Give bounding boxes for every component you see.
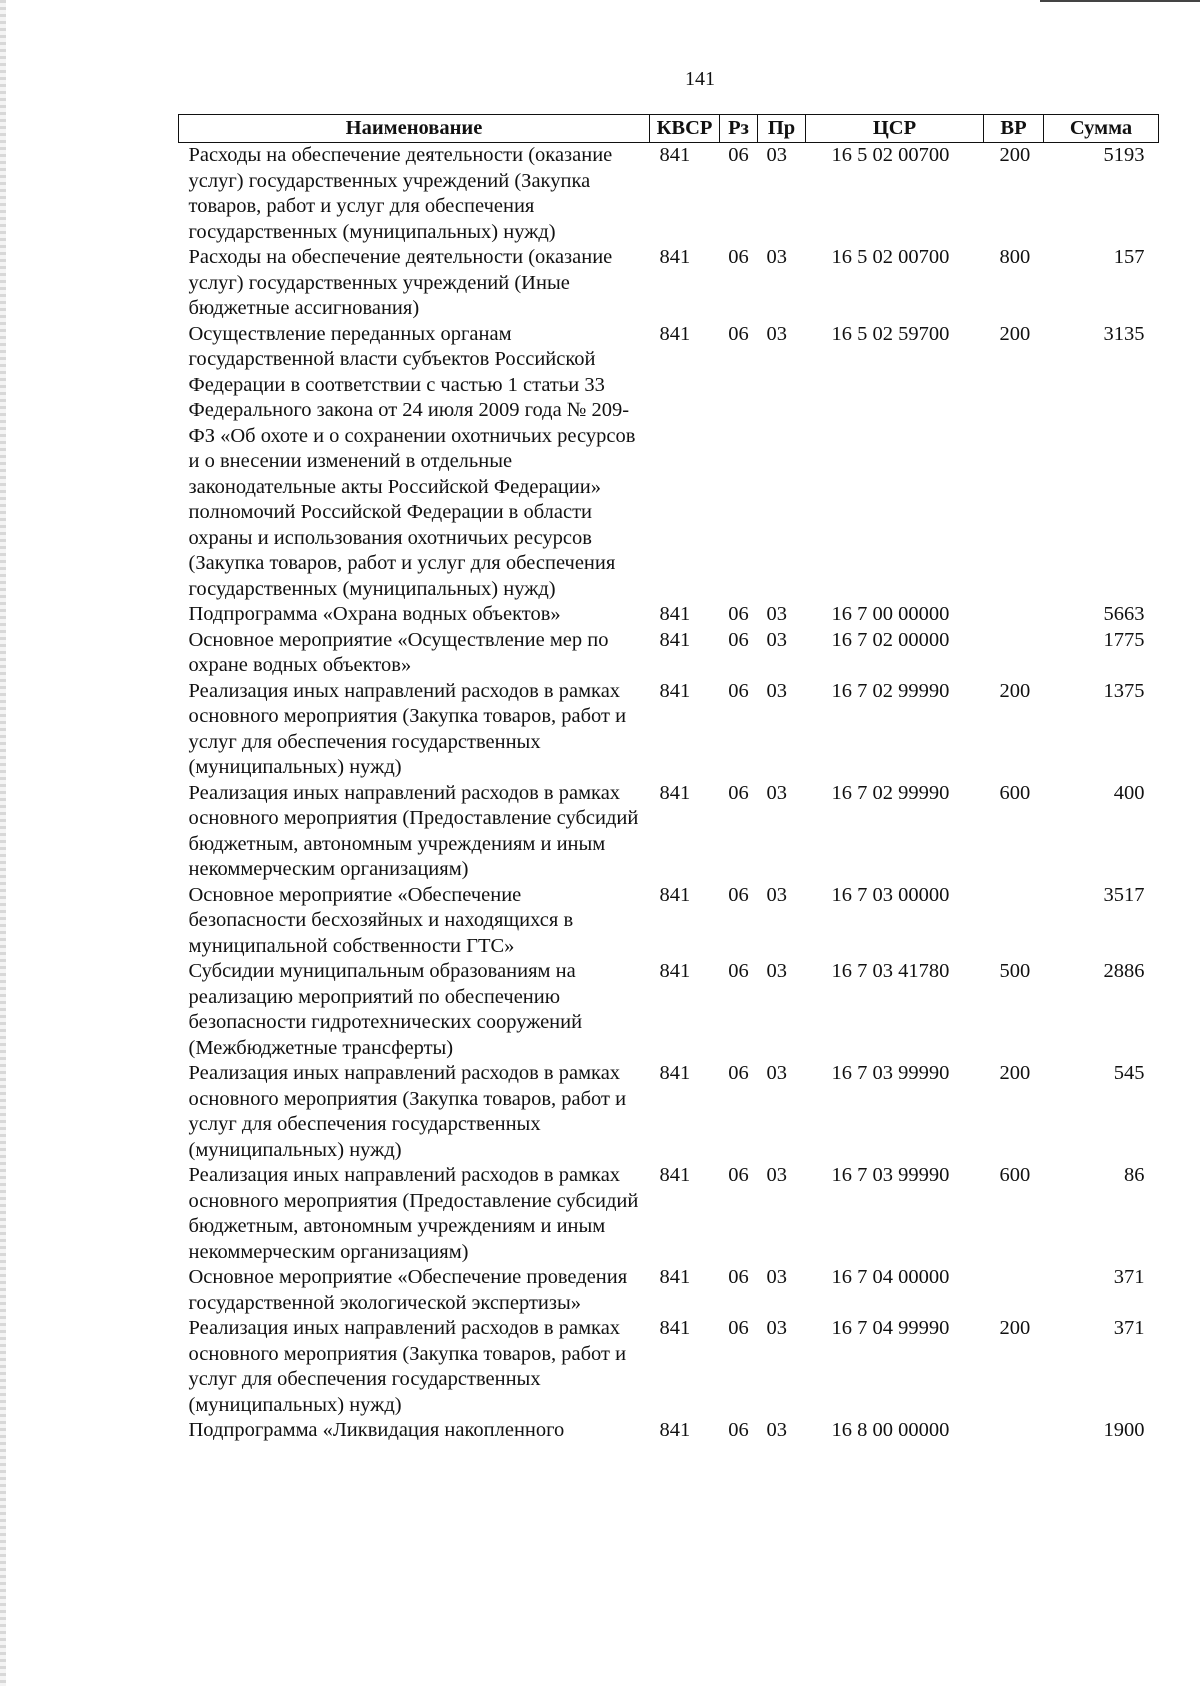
cell-name: Расходы на обеспечение деятельности (оказание услуг) государственных учреждений (Закупка товаров, работ и услуг для обеспечения государственных (муниципальных) нужд) <box>188 144 613 243</box>
cell-kvsr: 841 <box>659 960 691 982</box>
table-row <box>179 602 1159 628</box>
top-rule <box>1040 0 1200 2</box>
cell-csr: 16 8 00 00000 <box>831 1419 950 1441</box>
cell-sum: 5193 <box>1103 144 1145 166</box>
cell-sum: 5663 <box>1103 603 1145 625</box>
cell-pr: 03 <box>766 1419 787 1441</box>
cell-pr: 03 <box>766 1317 787 1339</box>
header-vr: ВР <box>984 115 1044 143</box>
cell-kvsr: 841 <box>659 628 691 651</box>
cell-sum: 1775 <box>1103 628 1145 651</box>
cell-rz: 06 <box>728 1317 749 1339</box>
cell-pr: 03 <box>766 628 787 651</box>
cell-pr: 03 <box>766 144 787 166</box>
cell-rz: 06 <box>728 1266 749 1288</box>
cell-csr: 16 7 00 00000 <box>831 603 950 625</box>
cell-vr: 200 <box>999 1062 1031 1084</box>
table-row <box>179 781 1159 883</box>
cell-name: Осуществление переданных органам государственной власти субъектов Российской Федерации в соответствии с частью 1 статьи 33 Федерального закона от 24 июля 2009 года № 209-ФЗ «Об охоте и о сохранении охотничьих ресурсов и о внесении изменений в отдельные законодательные акты Российской Федерации» полномочий Российской Федерации в области охраны и использования охотничьих ресурсов (Закупка товаров, работ и услуг для обеспечения государственных (муниципальных) нужд) <box>188 322 636 600</box>
cell-name: Субсидии муниципальным образованиям на реализацию мероприятий по обеспечению безопасности гидротехнических сооружений (Межбюджетные трансферты) <box>188 960 583 1059</box>
header-kvsr: КВСР <box>650 115 720 143</box>
cell-sum: 371 <box>1113 1266 1145 1288</box>
header-csr: ЦСР <box>806 115 984 143</box>
cell-vr: 200 <box>999 144 1031 166</box>
cell-sum: 2886 <box>1103 960 1145 982</box>
cell-sum: 400 <box>1113 781 1145 804</box>
cell-rz: 06 <box>728 246 749 268</box>
cell-sum: 371 <box>1113 1317 1145 1339</box>
page-number: 141 <box>685 68 715 90</box>
cell-vr: 200 <box>999 1317 1031 1339</box>
cell-vr <box>984 602 1044 628</box>
cell-sum: 545 <box>1113 1062 1145 1084</box>
cell-kvsr: 841 <box>659 1419 691 1441</box>
cell-rz: 06 <box>728 603 749 625</box>
table-row <box>179 883 1159 960</box>
cell-pr: 03 <box>766 603 787 625</box>
cell-pr: 03 <box>766 1062 787 1084</box>
budget-table <box>178 114 1159 1444</box>
cell-kvsr: 841 <box>659 603 691 625</box>
table-row <box>179 322 1159 603</box>
cell-pr: 03 <box>766 246 787 268</box>
cell-sum: 1900 <box>1103 1419 1145 1441</box>
cell-kvsr: 841 <box>659 246 691 268</box>
cell-rz: 06 <box>728 1419 749 1441</box>
cell-csr: 16 7 03 00000 <box>831 883 950 906</box>
cell-kvsr: 841 <box>659 679 691 702</box>
cell-vr: 600 <box>999 781 1031 804</box>
cell-name: Реализация иных направлений расходов в рамках основного мероприятия (Закупка товаров, работ и услуг для обеспечения государственных (муниципальных) нужд) <box>188 1062 627 1161</box>
table-row <box>179 1265 1159 1316</box>
cell-sum: 3517 <box>1103 883 1145 906</box>
cell-rz: 06 <box>728 679 749 702</box>
header-sum: Сумма <box>1044 115 1159 143</box>
cell-csr: 16 5 02 00700 <box>831 144 950 166</box>
cell-csr: 16 7 02 99990 <box>831 781 950 804</box>
cell-vr <box>984 883 1044 960</box>
cell-name: Подпрограмма «Ликвидация накопленного <box>188 1419 565 1441</box>
cell-name: Расходы на обеспечение деятельности (оказание услуг) государственных учреждений (Иные бюджетные ассигнования) <box>188 246 613 319</box>
cell-rz: 06 <box>728 628 749 651</box>
table-row <box>179 1163 1159 1265</box>
cell-csr: 16 7 03 99990 <box>831 1164 950 1186</box>
table-row <box>179 143 1159 246</box>
cell-name: Реализация иных направлений расходов в рамках основного мероприятия (Предоставление субсидий бюджетным, автономным учреждениям и иным некоммерческим организациям) <box>188 781 639 880</box>
cell-name: Подпрограмма «Охрана водных объектов» <box>188 603 561 625</box>
cell-kvsr: 841 <box>659 883 691 906</box>
cell-name: Реализация иных направлений расходов в рамках основного мероприятия (Предоставление субсидий бюджетным, автономным учреждениям и иным некоммерческим организациям) <box>188 1164 639 1263</box>
table-row <box>179 245 1159 322</box>
cell-kvsr: 841 <box>659 144 691 166</box>
cell-name: Реализация иных направлений расходов в рамках основного мероприятия (Закупка товаров, работ и услуг для обеспечения государственных (муниципальных) нужд) <box>188 1317 627 1416</box>
cell-rz: 06 <box>728 1062 749 1084</box>
cell-name: Основное мероприятие «Обеспечение безопасности бесхозяйных и находящихся в муниципальной собственности ГТС» <box>188 883 574 957</box>
cell-name: Основное мероприятие «Обеспечение проведения государственной экологической экспертизы» <box>188 1266 628 1314</box>
cell-rz: 06 <box>728 1164 749 1186</box>
cell-vr: 200 <box>999 679 1031 702</box>
cell-vr: 800 <box>999 246 1031 268</box>
header-name: Наименование <box>179 115 650 143</box>
cell-csr: 16 7 03 99990 <box>831 1062 950 1084</box>
cell-pr: 03 <box>766 1164 787 1186</box>
cell-pr: 03 <box>766 883 787 906</box>
table-header-row <box>179 115 1159 143</box>
header-pr: Пр <box>758 115 806 143</box>
cell-kvsr: 841 <box>659 322 691 345</box>
cell-pr: 03 <box>766 781 787 804</box>
cell-pr: 03 <box>766 322 787 345</box>
table-row <box>179 628 1159 679</box>
cell-sum: 1375 <box>1103 679 1145 702</box>
cell-csr: 16 7 02 99990 <box>831 679 950 702</box>
cell-kvsr: 841 <box>659 1164 691 1186</box>
table-row <box>179 679 1159 781</box>
cell-kvsr: 841 <box>659 1266 691 1288</box>
cell-pr: 03 <box>766 960 787 982</box>
cell-rz: 06 <box>728 883 749 906</box>
cell-sum: 3135 <box>1103 322 1145 345</box>
cell-rz: 06 <box>728 322 749 345</box>
table-row <box>179 959 1159 1061</box>
cell-kvsr: 841 <box>659 1062 691 1084</box>
cell-rz: 06 <box>728 144 749 166</box>
table-row <box>179 1061 1159 1163</box>
cell-vr: 200 <box>999 322 1031 345</box>
cell-rz: 06 <box>728 781 749 804</box>
cell-vr: 600 <box>999 1164 1031 1186</box>
cell-kvsr: 841 <box>659 781 691 804</box>
cell-csr: 16 7 03 41780 <box>831 960 950 982</box>
cell-sum: 157 <box>1113 246 1145 268</box>
cell-csr: 16 7 04 00000 <box>831 1266 950 1288</box>
cell-csr: 16 5 02 59700 <box>831 322 950 345</box>
cell-vr <box>984 628 1044 679</box>
cell-sum: 86 <box>1124 1164 1145 1186</box>
cell-name: Реализация иных направлений расходов в рамках основного мероприятия (Закупка товаров, работ и услуг для обеспечения государственных (муниципальных) нужд) <box>188 679 627 778</box>
cell-pr: 03 <box>766 679 787 702</box>
scan-edge <box>0 0 6 1686</box>
cell-csr: 16 7 04 99990 <box>831 1317 950 1339</box>
cell-vr <box>984 1418 1044 1444</box>
header-rz: Рз <box>720 115 758 143</box>
table-row <box>179 1418 1159 1444</box>
table-row <box>179 1316 1159 1418</box>
cell-vr: 500 <box>999 960 1031 982</box>
cell-vr <box>984 1265 1044 1316</box>
cell-csr: 16 7 02 00000 <box>831 628 950 651</box>
cell-csr: 16 5 02 00700 <box>831 246 950 268</box>
cell-pr: 03 <box>766 1266 787 1288</box>
cell-kvsr: 841 <box>659 1317 691 1339</box>
cell-rz: 06 <box>728 960 749 982</box>
cell-name: Основное мероприятие «Осуществление мер по охране водных объектов» <box>188 628 609 676</box>
